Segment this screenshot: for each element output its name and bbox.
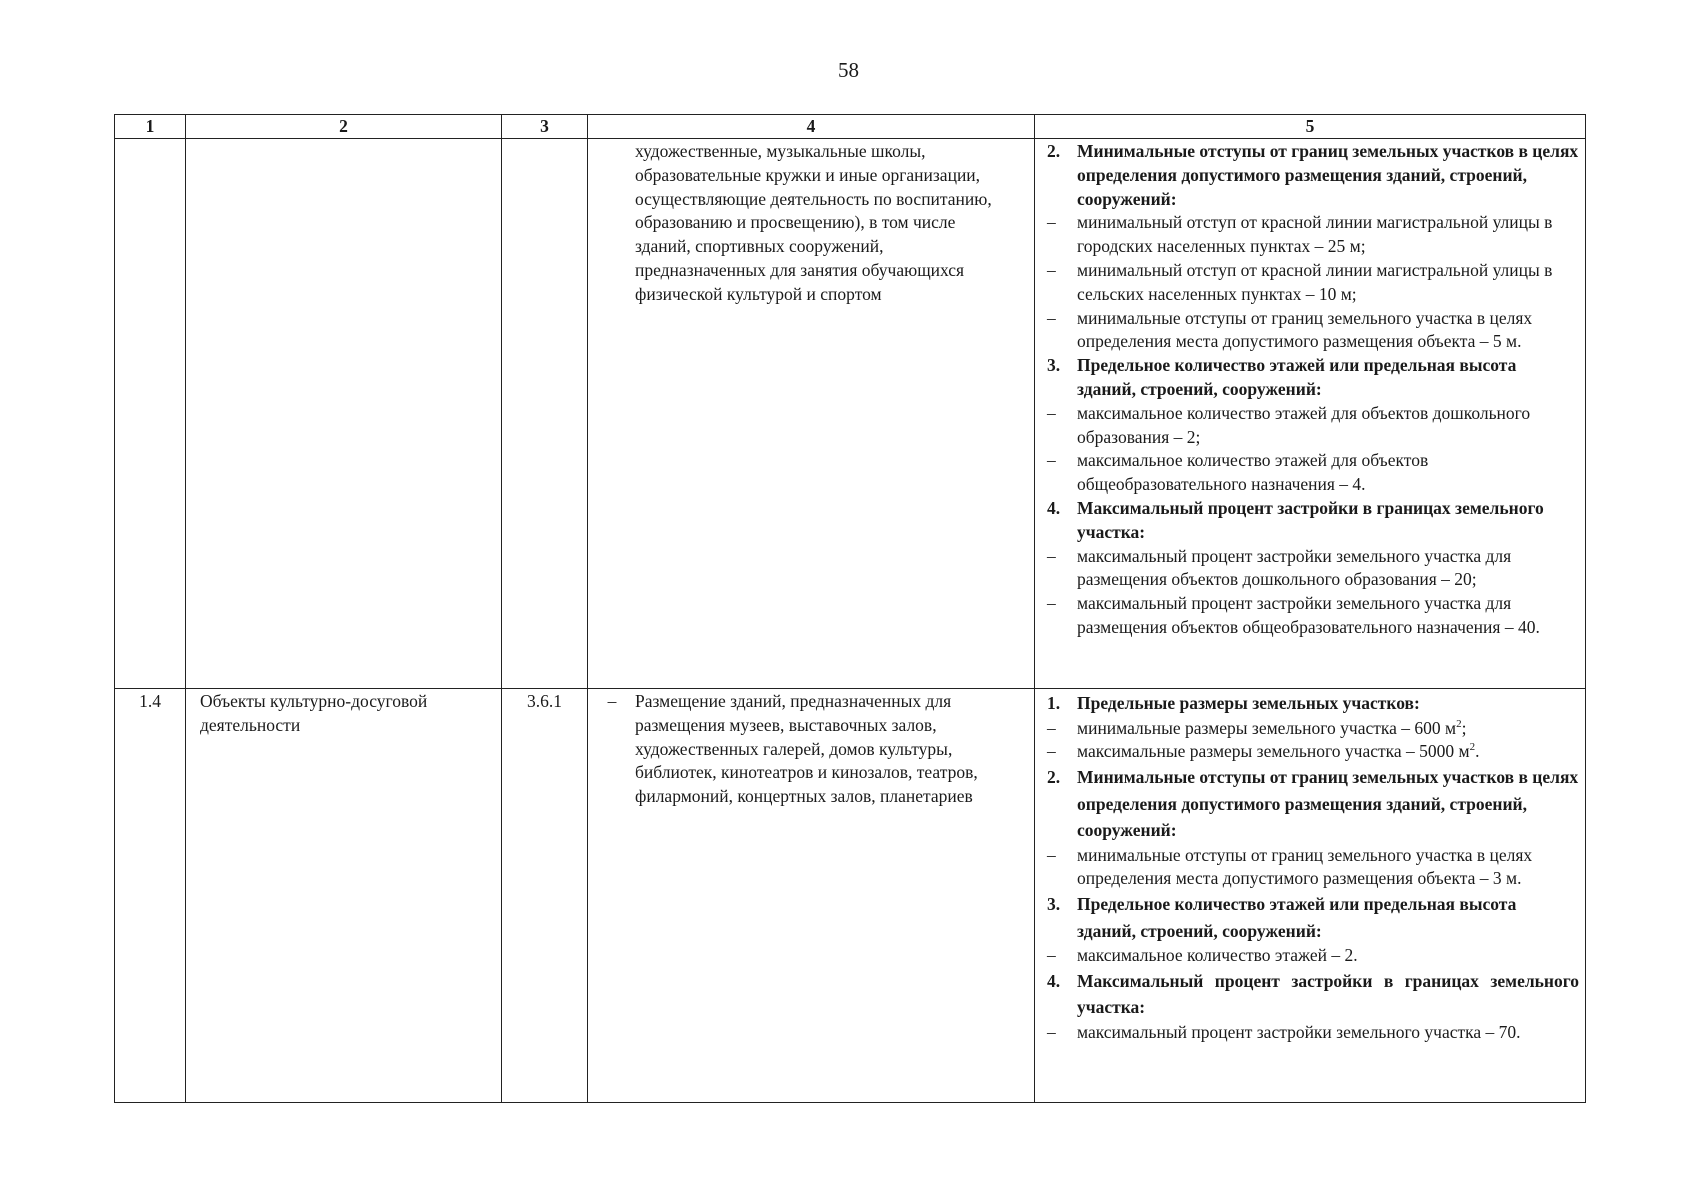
regulations-table [114,114,1586,1103]
section-heading-text: Максимальный процент застройки в границах земельного участка: [1077,970,1579,1018]
list-item-text: максимальный процент застройки земельного участка для размещения объектов общеобразовательного назначения – 40. [1077,593,1540,637]
dash-marker: – [1047,259,1056,280]
page-number: 58 [838,58,859,82]
list-item-text: максимальное количество этажей – 2. [1077,945,1358,966]
dash-marker: – [1047,717,1056,738]
row2-parameters-list [1045,690,1579,1045]
section-number: 1. [1047,693,1061,713]
dash-marker: – [1047,402,1056,423]
list-item-text: максимальный процент застройки земельного участка – 70. [1077,1021,1521,1042]
section-number: 3. [1047,355,1061,376]
section-heading [1045,690,1579,717]
row1-parameters-cell [1035,139,1586,689]
dash-marker: – [1047,450,1056,471]
header-row [115,115,1586,139]
section-heading [1045,354,1579,402]
list-item-text: минимальный отступ от красной линии магистральной улицы в городских населенных пунктах – 25 м; [1077,212,1553,257]
section-heading-text: Предельное количество этажей или предельная высота зданий, строений, сооружений: [1077,355,1517,399]
list-item-text: минимальные отступы от границ земельного участка в целях определения места допустимого размещения объекта – 5 м. [1077,307,1533,352]
list-item [1045,944,1579,968]
table-row-1-4 [115,689,1586,1103]
row1-description-cell [588,139,1035,689]
list-item-text: максимальный процент застройки земельного участка для размещения объектов дошкольного образования – 20; [1077,545,1512,590]
dash-marker: – [1047,545,1056,566]
dash-marker: – [1047,212,1056,233]
row1-code-cell [502,139,588,689]
section-number: 4. [1047,970,1061,991]
list-item-text: максимальное количество этажей для объектов общеобразовательного назначения – 4. [1077,450,1429,495]
list-item-text: минимальные отступы от границ земельного участка в целях определения места допустимого размещения объекта – 3 м. [1077,844,1533,889]
section-heading [1045,891,1579,944]
list-item [1045,545,1579,593]
list-item [1045,307,1579,355]
list-item [1045,402,1579,450]
dash-marker: – [1047,844,1056,865]
punctuation: . [1475,741,1480,762]
list-item-text: максимальное количество этажей для объектов дошкольного образования – 2; [1077,402,1531,447]
list-item [1045,449,1579,497]
row2-code-cell: 3.6.1 [502,689,588,1103]
row2-description-text: Размещение зданий, предназначенных для размещения музеев, выставочных залов, художественных галерей, домов культуры, библиотек, кинотеатров и кинозалов, театров, филармоний, концертных залов, планетариев [635,691,978,807]
header-col-3: 3 [502,115,588,139]
section-heading [1045,764,1579,844]
list-item-text: минимальный отступ от красной линии магистральной улицы в сельских населенных пунктах – 10 м; [1077,259,1553,304]
punctuation: ; [1461,717,1467,738]
dash-marker: – [1047,307,1056,328]
dash-marker: – [1047,593,1056,614]
dash-marker: – [1047,1021,1056,1042]
row1-name-cell [186,139,502,689]
row1-description-text: художественные, музыкальные школы, образовательные кружки и иные организации, осуществляющие деятельность по воспитанию, образованию и просвещению), в том числе зданий, спортивных сооружений, предназначенных для занятия обучающихся физической культурой и спортом [635,141,992,304]
list-item [1045,592,1579,640]
row1-parameters-list [1045,140,1579,640]
list-item [1045,259,1579,307]
list-item [1045,717,1579,741]
row2-name-cell: Объекты культурно-досуговой деятельности [186,689,502,1103]
table-row-continuation [115,139,1586,689]
header-col-5: 5 [1035,115,1586,139]
section-heading [1045,968,1579,1021]
list-item [1045,1021,1579,1045]
section-number: 2. [1047,141,1061,161]
unit-superscript: 2 [1469,741,1476,754]
row1-number-cell [115,139,186,689]
unit-superscript: 2 [1456,717,1462,730]
header-col-1: 1 [115,115,186,139]
list-item-text: максимальные размеры земельного участка – 5000 м [1077,741,1470,762]
row2-parameters-cell [1035,689,1586,1103]
section-number: 4. [1047,497,1061,518]
row2-description-cell [588,689,1035,1103]
header-col-4: 4 [588,115,1035,139]
list-item [1045,211,1579,259]
section-number: 2. [1047,767,1061,788]
row2-description-item [602,690,1014,809]
section-heading-text: Предельное количество этажей или предельная высота зданий, строений, сооружений: [1077,894,1517,941]
section-heading-text: Предельные размеры земельных участков: [1077,693,1420,713]
dash-marker: – [1047,945,1056,966]
header-col-2: 2 [186,115,502,139]
row2-number-cell: 1.4 [115,689,186,1103]
list-item-text: минимальные размеры земельного участка – 600 м [1077,717,1457,738]
dash-marker: – [607,691,617,711]
list-item [1045,844,1579,892]
dash-marker: – [1047,741,1056,762]
list-item [1045,740,1579,764]
section-number: 3. [1047,894,1061,915]
section-heading-text: Максимальный процент застройки в границах земельного участка: [1077,497,1544,542]
section-heading [1045,140,1579,211]
section-heading-text: Минимальные отступы от границ земельных участков в целях определения допустимого размещения зданий, строений, сооружений: [1077,141,1579,209]
section-heading [1045,497,1579,545]
section-heading-text: Минимальные отступы от границ земельных участков в целях определения допустимого размещения зданий, строений, сооружений: [1077,767,1579,841]
